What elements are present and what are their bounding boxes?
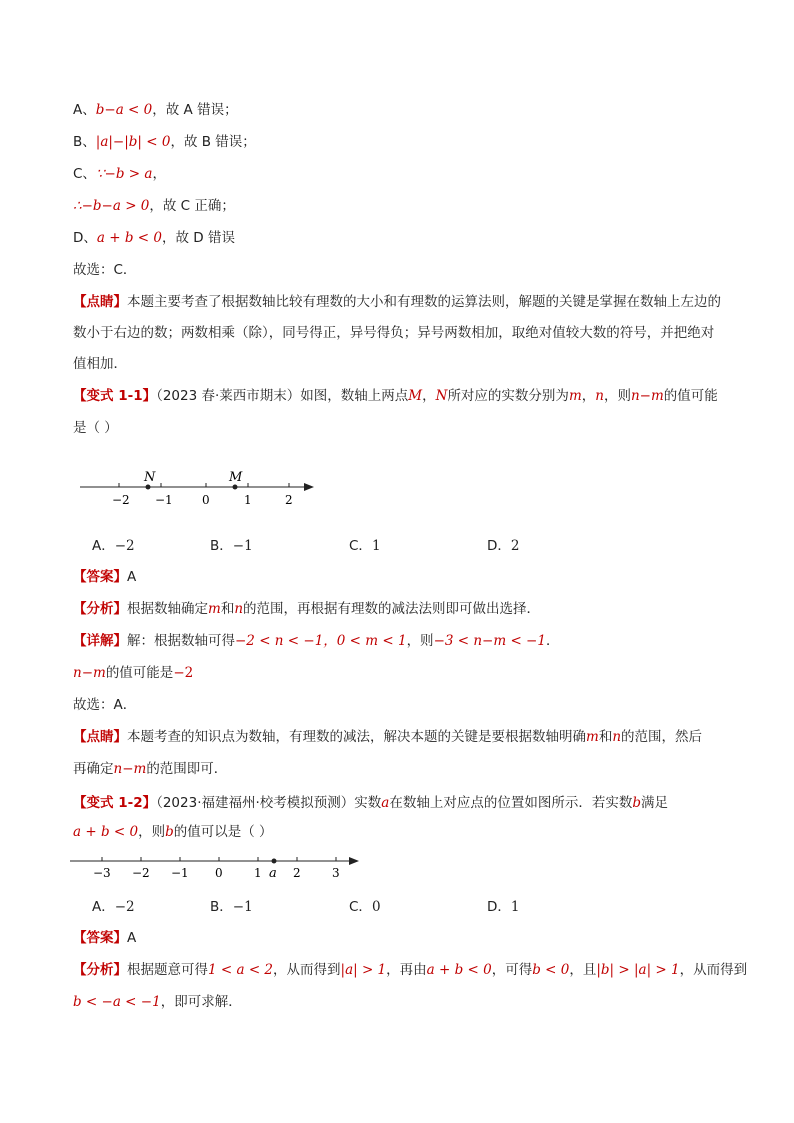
number-line-1 [80,460,330,510]
detail-1-1: 【详解】解：根据数轴可得−2 < n < −1，0 < m < 1，则−3 < n−m < −1． [73,633,560,649]
solution-choose: 故选：C． [73,262,137,278]
analysis-1-2: 【分析】根据题意可得1 < a < 2，从而得到|a| > 1，再由a + b < 0，可得b < 0，且|b| > |a| > 1，从而得到 [73,962,748,978]
tick-label: −2 [112,493,130,507]
result-1-1: n−m的值可能是−2 [73,665,194,681]
option-c: C．1 [349,538,381,554]
option-c: C．0 [349,899,381,915]
label-n: N [144,470,156,485]
tick-label: −2 [132,866,150,880]
answer-1-1: 【答案】A [73,569,137,585]
label-m: M [229,470,243,485]
tick-label: 1 [254,866,262,880]
analysis-1-1: 【分析】根据数轴确定m和n的范围，再根据有理数的减法法则即可做出选择． [73,601,541,617]
comment-1-1: 【点睛】本题考查的知识点为数轴，有理数的减法，解决本题的关键是要根据数轴明确m和n的范围，然后 [73,729,703,745]
tick-label: 0 [202,493,210,507]
option-d: D．2 [487,538,520,554]
option-d: D．1 [487,899,520,915]
option-b: B．−1 [210,538,253,554]
option-a: A．−2 [92,899,135,915]
tick-label: 3 [332,866,340,880]
analysis-1-2-cont: b < −a < −1，即可求解． [73,994,242,1010]
point-a [272,859,277,864]
axis-arrow [349,857,359,865]
number-line-2 [70,846,370,886]
solution-b: B、|a|−|b| < 0，故 B 错误； [73,134,256,150]
solution-c: C、∵−b > a， [73,166,166,182]
solution-a: A、b−a < 0，故 A 错误； [73,102,238,118]
variant-1-1-question: 【变式 1-1】（2023 春·莱西市期末）如图，数轴上两点M，N所对应的实数分别为m，n，则n−m的值可能 [73,388,718,404]
tick-label: 2 [285,493,293,507]
option-a: A．−2 [92,538,135,554]
option-b: B．−1 [210,899,253,915]
answer-1-2: 【答案】A [73,930,137,946]
variant-1-1-question-cont: 是（ ） [73,420,118,436]
tick-label: 1 [244,493,252,507]
solution-c2: ∴−b−a > 0，故 C 正确； [73,198,235,214]
tick-label: −1 [155,493,173,507]
axis-ticks [102,857,336,861]
tick-label: −3 [93,866,111,880]
variant-1-2-question-cont: a + b < 0，则b的值可以是（ ） [73,824,273,840]
tick-label: 0 [215,866,223,880]
point-m [233,485,238,490]
tick-label: −1 [171,866,189,880]
axis-arrow [304,483,314,491]
choose-1-1: 故选：A． [73,697,137,713]
solution-comment: 【点睛】本题主要考查了根据数轴比较有理数的大小和有理数的运算法则，解题的关键是掌握在数轴上左边的数小于右边的数；两数相乘（除），同号得正，异号得负；异号两数相加，取绝对值较大数的符号，并把绝对值相加． [73,294,721,372]
label-a: a [269,866,277,881]
variant-1-2-question: 【变式 1-2】（2023·福建福州·校考模拟预测）实数a在数轴上对应点的位置如图所示．若实数b满足 [73,795,669,811]
comment-1-1-cont: 再确定n−m的范围即可． [73,761,228,777]
point-n [146,485,151,490]
solution-d: D、a + b < 0，故 D 错误 [73,230,235,246]
tick-label: 2 [293,866,301,880]
